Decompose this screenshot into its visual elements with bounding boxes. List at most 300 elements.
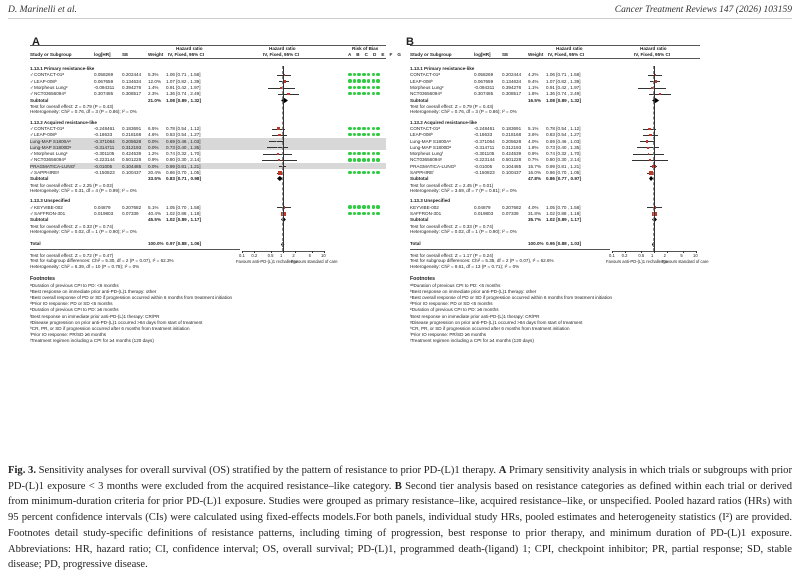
subtotal-ci: 1.08 [0.89 , 1.32]	[166, 97, 201, 103]
study-weight: 1.8%	[528, 91, 539, 97]
study-se: 0.100437	[502, 170, 522, 175]
x-tick-label: 5	[308, 253, 311, 259]
study-weight: 16.0%	[528, 170, 542, 175]
rob-dot	[362, 212, 366, 216]
overall-effect-test: Test for overall effect: Z = 2.45 (P = 0.01)	[410, 182, 494, 188]
check-icon: ✓	[30, 78, 34, 84]
study-loghr: 0.019803	[94, 211, 114, 216]
header-rule	[8, 18, 792, 19]
point-estimate	[277, 127, 280, 130]
study-se: 0.183691	[122, 125, 142, 131]
study-name: CONTACT-01ᵃ	[410, 72, 440, 78]
study-name: SAPPHIREⁱ	[410, 170, 435, 175]
study-name: LEAP-008ᵇ	[410, 78, 433, 84]
check-icon: ✓	[30, 91, 34, 97]
rob-dot	[348, 86, 352, 90]
header-rule-top	[30, 45, 386, 46]
study-ci: 0.78 [0.54 , 1.12]	[546, 125, 581, 131]
study-name: Lung-MAP S1800Aᵉ	[410, 138, 451, 144]
study-loghr: -0.01005	[94, 163, 113, 169]
study-ci: 0.74 [0.32 , 1.70]	[546, 151, 581, 157]
header-loghr: log[HR]	[474, 52, 491, 57]
summary-stat-line: Test for overall effect: Z = 1.17 (P = 0.24)	[410, 252, 494, 258]
rob-dot	[353, 127, 357, 131]
point-estimate	[649, 159, 651, 161]
total-weight: 100.0%	[528, 241, 544, 247]
forest-plot-panel-a	[30, 36, 403, 456]
study-name: LEAP-008ᵇ	[34, 132, 57, 138]
overall-effect-test: Test for overall effect: Z = 0.79 (P = 0.43)	[410, 103, 494, 109]
study-loghr: -0.094311	[474, 84, 495, 90]
subtotal-ci: 1.02 [0.89 , 1.17]	[166, 217, 201, 223]
footnote: ᵃDuration of previous CPI to PD: <6 months	[30, 282, 119, 288]
x-tick-label: 0.5	[267, 253, 274, 259]
study-loghr: -0.371064	[94, 138, 115, 144]
study-ci: 0.80 [0.30 , 2.14]	[546, 157, 581, 163]
caption-b-label: B	[394, 480, 402, 492]
x-tick-mark	[283, 251, 284, 253]
favours-left: Favours anti-PD-(L)1 rechallenge	[236, 258, 298, 264]
study-ci: 1.07 [0.82 , 1.39]	[546, 78, 581, 84]
overall-effect-test: Test for overall effect: Z = 0.79 (P = 0.43)	[30, 103, 114, 109]
heterogeneity: Heterogeneity: Chi² = 0.31, df = 4 (P = 0.99); I² = 0%	[30, 188, 137, 194]
heterogeneity: Heterogeneity: Chi² = 0.02, df = 1 (P = 0.90); I² = 0%	[30, 229, 137, 235]
rob-dot	[376, 212, 380, 216]
rob-dot	[348, 171, 352, 175]
header-rule-bottom	[30, 58, 386, 59]
study-name: CONTACT-01ᵃ	[410, 125, 440, 131]
header-hr-plot2: IV, Fixed, 95% CI	[263, 52, 300, 57]
study-name: Morpheus Lungᶠ	[410, 151, 443, 157]
study-name: Lung-MAP S1800Dᵉ	[410, 144, 452, 150]
rob-dot	[367, 158, 371, 162]
subgroup-title: 1.13.2 Acquired resistance-like	[410, 119, 477, 125]
panel-letter: A	[32, 36, 40, 48]
rob-dot	[367, 205, 371, 209]
study-loghr: -0.248461	[474, 125, 495, 131]
subtotal-label: Subtotal	[30, 97, 49, 103]
rob-dot	[376, 205, 380, 209]
study-name: Morpheus Lungᶜ	[410, 84, 444, 90]
total-rule	[410, 249, 610, 250]
x-tick-mark	[295, 251, 296, 253]
rob-dot	[376, 73, 380, 77]
header-se: SE	[122, 52, 129, 57]
study-name: Morpheus Lungᶜ	[34, 84, 68, 90]
study-se: 0.134634	[122, 78, 142, 84]
study-loghr: -0.248461	[94, 125, 115, 131]
study-loghr: -0.223144	[474, 157, 495, 163]
header-hr-plot: Hazard ratio	[269, 46, 296, 51]
x-tick-label: 2	[663, 253, 666, 259]
study-weight: 12.0%	[148, 78, 162, 84]
panel-letter: B	[406, 36, 414, 48]
study-ci: 1.06 [0.71 , 1.58]	[546, 72, 581, 78]
study-ci: 0.99 [0.81 , 1.21]	[166, 163, 201, 169]
study-name: CONTACT-01ᵃ	[34, 125, 64, 131]
header-hr-text: Hazard ratio	[176, 46, 203, 51]
study-loghr: -0.094311	[94, 84, 115, 90]
header-hr-text: Hazard ratio	[556, 46, 583, 51]
rob-dot	[357, 133, 361, 137]
study-se: 0.100437	[122, 170, 142, 175]
rob-dot	[357, 205, 361, 209]
x-tick-mark	[683, 251, 684, 253]
footnote: ᵃᵇDuration of previous CPI to PD: <6 months	[410, 282, 501, 288]
header-study: Study or Subgroup	[410, 52, 452, 57]
study-se: 0.183691	[502, 125, 522, 131]
rob-dot	[357, 152, 361, 156]
study-ci: 0.83 [0.54 , 1.27]	[166, 132, 201, 138]
subtotal-ci: 0.86 [0.77 , 0.97]	[546, 176, 581, 182]
study-se: 0.104485	[502, 163, 522, 169]
study-ci: 0.69 [0.46 , 1.03]	[546, 138, 581, 144]
rob-dot	[372, 212, 376, 216]
point-estimate	[648, 128, 651, 131]
footnote: ʲTreatment regimen including a CPI for ≥4 months (120 days)	[410, 338, 534, 344]
header-weight: Weight	[148, 52, 164, 57]
caption-fig-label: Fig. 3.	[8, 465, 36, 476]
study-ci: 1.02 [0.88 , 1.18]	[546, 211, 581, 216]
study-name: NCT03656094ᵍ	[410, 157, 442, 163]
header-rule-bottom	[410, 58, 700, 59]
rob-dot	[357, 73, 361, 77]
footnote: ⁱPrior IO response: PR/SD ≥6 months	[410, 332, 487, 338]
footnote: ʰCR, PR, or SD if progression occurred after 6 months from treatment initiation	[30, 325, 190, 331]
header-hr-text2: IV, Fixed, 95% CI	[168, 52, 205, 57]
point-estimate	[277, 153, 279, 155]
rob-dot	[353, 212, 357, 216]
header-risk-of-bias: Risk of Bias	[352, 46, 379, 51]
rob-dot	[362, 133, 366, 137]
rob-dot	[362, 158, 366, 162]
study-ci: 0.78 [0.54 , 1.12]	[166, 125, 201, 131]
favours-right: Favours standard of care	[662, 258, 709, 264]
header-weight: Weight	[528, 52, 544, 57]
x-tick-label: 0.2	[621, 253, 628, 259]
total-ci: 0.97 [0.88 , 1.06]	[166, 241, 201, 247]
study-ci: 1.02 [0.88 , 1.18]	[166, 211, 201, 216]
study-loghr: -0.314711	[94, 144, 115, 150]
rob-dot	[348, 212, 352, 216]
rob-dot	[367, 127, 371, 131]
study-weight: 6.5%	[148, 125, 159, 131]
rob-dot	[348, 92, 352, 96]
subgroup-title: 1.13.2 Acquired resistance-like	[30, 119, 97, 125]
rob-dot	[362, 92, 366, 96]
check-icon: ✓	[30, 157, 34, 163]
excluded-row-shade	[30, 163, 386, 169]
study-ci: 0.86 [0.70 , 1.05]	[546, 170, 581, 175]
summary-stat-line: Heterogeneity: Chi² = 6.39, df = 10 (P = 0.78); I² = 0%	[30, 263, 140, 269]
subtotal-weight: 47.8%	[528, 176, 542, 182]
study-loghr: -0.01005	[474, 163, 493, 169]
summary-stat-line: Heterogeneity: Chi² = 9.61, df = 13 (P = 0.71); I² = 0%	[410, 263, 520, 269]
study-ci: 1.36 [0.74 , 2.49]	[166, 91, 201, 97]
rob-dot	[353, 171, 357, 175]
study-se: 0.501228	[502, 157, 522, 163]
total-label: Total	[410, 241, 421, 247]
x-tick-label: 5	[680, 253, 683, 259]
study-se: 0.501228	[122, 157, 142, 163]
footnote: ᶠBest response on immediate prior anti-PD-(L)1 therapy: CR/PR	[30, 313, 160, 319]
study-loghr: -0.371064	[474, 138, 495, 144]
study-se: 0.394276	[122, 84, 142, 90]
rob-dot	[348, 127, 352, 131]
study-se: 0.312193	[502, 144, 522, 150]
author-header: D. Marinelli et al.	[8, 5, 77, 15]
rob-dot	[376, 133, 380, 137]
x-tick-label: 0.5	[638, 253, 645, 259]
total-weight: 100.0%	[148, 241, 164, 247]
summary-stat-line: Test for subgroup differences: Chi² = 5.35, df = 2 (P = 0.07), I² = 62.6%	[410, 258, 554, 264]
study-se: 0.205628	[122, 138, 142, 144]
study-name: NCT03656094ᵈ	[410, 91, 442, 97]
study-ci: 0.73 [0.40 , 1.35]	[166, 144, 201, 150]
rob-dot	[353, 133, 357, 137]
point-estimate	[278, 134, 280, 136]
favours-left: Favours anti-PD-(L)1 rechallenge	[606, 258, 668, 264]
rob-dot	[376, 92, 380, 96]
study-name: LEAP-008ᵇ	[410, 132, 433, 138]
study-weight: 1.2%	[148, 151, 159, 157]
point-estimate	[659, 93, 661, 95]
subtotal-ci: 1.02 [0.89 , 1.17]	[546, 217, 581, 223]
rob-dot	[376, 79, 380, 83]
rob-dot	[357, 79, 361, 83]
study-se: 0.308517	[502, 91, 522, 97]
footnote: ᵇBest response on immediate prior anti-PD-(L)1 therapy: other	[30, 288, 157, 294]
study-ci: 0.73 [0.40 , 1.35]	[546, 144, 581, 150]
study-ci: 0.91 [0.42 , 1.97]	[166, 84, 201, 90]
check-icon: ✓	[30, 170, 34, 175]
rob-dot	[357, 92, 361, 96]
study-loghr: -0.150823	[474, 170, 495, 175]
rob-dot	[348, 205, 352, 209]
subtotal-label: Subtotal	[410, 176, 429, 182]
rob-dot	[376, 127, 380, 131]
study-weight: 15.7%	[528, 163, 542, 169]
rob-dot	[376, 86, 380, 90]
x-tick-mark	[654, 251, 655, 253]
rob-dot	[353, 86, 357, 90]
study-se: 0.308517	[122, 91, 142, 97]
footnote: ᵍDisease progression on prior anti-PD-(L)1 occurred >84 days from start of treatment	[30, 319, 203, 325]
point-estimate	[647, 147, 649, 149]
rob-dot	[367, 86, 371, 90]
study-name: Morpheus Lungᶜ	[34, 151, 68, 157]
rob-dot	[353, 79, 357, 83]
rob-dot	[353, 152, 357, 156]
study-weight: 0.0%	[148, 163, 159, 169]
subtotal-ci: 1.08 [0.89 , 1.32]	[546, 97, 581, 103]
rob-dot	[357, 212, 361, 216]
rob-dot	[357, 86, 361, 90]
rob-dot	[348, 73, 352, 77]
footnote: ᵍDisease progression on prior anti-PD-(L)1 occurred >84 days from start of treatment	[410, 319, 583, 325]
rob-dot	[353, 205, 357, 209]
header-rob-letters: A B C D E F G	[348, 52, 403, 57]
study-ci: 1.06 [0.71 , 1.58]	[166, 72, 201, 78]
study-weight: 1.8%	[528, 144, 539, 150]
footnote: ᶜBest overall response of PD or SD if progression occurred within 6 months from treatment initiation	[410, 294, 613, 300]
study-weight: 5.1%	[528, 125, 539, 131]
rob-dot	[367, 92, 371, 96]
excluded-row-shade	[30, 138, 386, 144]
rob-dot	[372, 171, 376, 175]
study-ci: 0.69 [0.46 , 1.03]	[166, 138, 201, 144]
rob-dot	[357, 127, 361, 131]
journal-header: Cancer Treatment Reviews 147 (2026) 103159	[614, 5, 792, 15]
study-se: 0.218168	[502, 132, 522, 138]
rob-dot	[372, 158, 376, 162]
x-tick-label: 0.1	[609, 253, 615, 259]
rob-dot	[353, 73, 357, 77]
x-tick-label: 2	[292, 253, 295, 259]
study-se: 0.205628	[502, 138, 522, 144]
overall-effect-test: Test for overall effect: Z = 0.33 (P = 0.74)	[410, 223, 494, 229]
study-weight: 1.1%	[528, 84, 539, 90]
footnote: ᵈPrior IO response: PD or SD <6 months	[410, 301, 493, 307]
study-weight: 0.0%	[148, 138, 159, 144]
subtotal-weight: 35.7%	[528, 217, 542, 223]
study-name: SAFFRON-301	[34, 211, 66, 216]
study-name: NCT03656094ᵈ	[34, 91, 66, 97]
total-ci: 0.95 [0.88 , 1.03]	[546, 241, 581, 247]
heterogeneity: Heterogeneity: Chi² = 0.02, df = 1 (P = 0.90); I² = 0%	[410, 229, 517, 235]
rob-dot	[372, 152, 376, 156]
caption-text-1: Sensitivity analyses for overall survival (OS) stratified by the pattern of resistance to prior PD-(L)1 therapy.	[35, 465, 499, 476]
x-tick-label: 10	[693, 253, 698, 259]
study-ci: 0.91 [0.42 , 1.97]	[546, 84, 581, 90]
study-se: 0.202444	[502, 72, 522, 78]
point-estimate	[648, 153, 650, 155]
figure-caption	[8, 463, 792, 573]
subgroup-title: 1.13.1 Primary resistance-like	[410, 66, 475, 71]
study-ci: 1.07 [0.82 , 1.39]	[166, 78, 201, 84]
study-weight: 2.3%	[148, 91, 159, 97]
study-weight: 4.0%	[528, 204, 539, 210]
rob-dot	[367, 73, 371, 77]
rob-dot	[367, 79, 371, 83]
study-se: 0.207682	[502, 204, 522, 210]
rob-dot	[348, 133, 352, 137]
study-loghr: -0.18633	[474, 132, 493, 138]
x-tick-label: 10	[321, 253, 326, 259]
footnote: ᵇBest response on immediate prior anti-PD-(L)1 therapy: other	[410, 288, 537, 294]
header-rule-top	[410, 45, 700, 46]
study-weight: 0.7%	[528, 157, 539, 163]
check-icon: ✓	[30, 204, 34, 210]
x-tick-label: 1	[280, 253, 283, 259]
rob-dot	[357, 171, 361, 175]
study-ci: 1.05 [0.70 , 1.58]	[546, 204, 581, 210]
study-weight: 0.9%	[148, 157, 159, 163]
footnotes-title: Footnotes	[410, 275, 436, 282]
study-loghr: 0.307485	[94, 91, 114, 97]
rob-dot	[348, 152, 352, 156]
rob-dot	[372, 133, 376, 137]
study-se: 0.218168	[122, 132, 142, 138]
study-ci: 0.99 [0.81 , 1.21]	[546, 163, 581, 169]
overall-effect-test: Test for overall effect: Z = 0.33 (P = 0.74)	[30, 223, 114, 229]
heterogeneity: Heterogeneity: Chi² = 0.76, df = 3 (P = 0.86); I² = 0%	[30, 109, 137, 115]
rob-dot	[362, 127, 366, 131]
study-loghr: 0.019803	[474, 211, 494, 216]
summary-stat-line: Test for overall effect: Z = 0.72 (P = 0.47)	[30, 252, 114, 258]
study-loghr: 0.067659	[94, 78, 114, 84]
overall-effect-test: Test for overall effect: Z = 2.25 (P = 0.02)	[30, 182, 114, 188]
rob-dot	[367, 133, 371, 137]
excluded-row-shade	[30, 144, 386, 150]
header-study: Study or Subgroup	[30, 52, 72, 57]
rob-dot	[372, 79, 376, 83]
heterogeneity: Heterogeneity: Chi² = 0.76, df = 3 (P = 0.86); I² = 0%	[410, 109, 517, 115]
study-weight: 5.1%	[148, 204, 159, 210]
total-rule	[30, 249, 240, 250]
study-ci: 1.36 [0.74 , 2.49]	[546, 91, 581, 97]
study-name: SAPPHIREᵍ	[34, 170, 59, 175]
study-loghr: -0.301105	[94, 151, 115, 157]
study-loghr: -0.150823	[94, 170, 115, 175]
footnote: ᵈPrior IO response: PD or SD <6 months	[30, 301, 113, 307]
study-weight: 20.4%	[148, 170, 162, 175]
footnote: ʲTreatment regimen including a CPI for ≥4 months (120 days)	[30, 338, 154, 344]
study-name: NCT03656094ᵈ	[34, 157, 66, 163]
rob-dot	[362, 171, 366, 175]
study-ci: 0.86 [0.70 , 1.05]	[166, 170, 201, 175]
study-name: SAFFRON-301	[410, 211, 442, 216]
point-estimate	[277, 147, 278, 148]
subgroup-title: 1.13.1 Primary resistance-like	[30, 66, 95, 71]
caption-text-2: Primary sensitivity analysis in which trials or subgroups with prior PD-(L)1 exposure < 3 months were excluded from the acquired resistance–like category.	[8, 465, 792, 492]
caption-text-3: Second tier analysis based on resistance categories as defined within each trial or derived from minimum-duration criteria for prior PD-(L)1 exposure. Studies were grouped as primary resistance–like, acquired resistance–like, or unspecified. Pooled hazard ratios (HRs) with 95 percent confidence intervals (CIs) were calculated using fixed-effects models.For both panels, individual study HRs, pooled estimates and heterogeneity statistics (I²) are provided. Footnotes detail study-specific definitions of resistance patterns, including timing of progression, best response to prior therapy, and minimum duration of PD-(L)1 exposure. Abbreviations: HR, hazard ratio; CI, confidence interval; OS, overall survival; PD-(L)1, programmed death-(ligand) 1; CPI, checkpoint inhibitor; PR, partial response; SD, stable disease; PD, progressive disease.	[8, 480, 792, 571]
subgroup-title: 1.13.3 Unspecified	[30, 198, 71, 204]
check-icon: ✓	[30, 125, 34, 131]
subtotal-weight: 33.5%	[148, 176, 162, 182]
rob-dot	[353, 158, 357, 162]
study-se: 0.202444	[122, 72, 142, 78]
forest-plot-panel-b	[406, 36, 709, 456]
study-loghr: -0.18633	[94, 132, 113, 138]
footnote: ʰCR, PR, or SD if progression occurred after 6 months from treatment initiation	[410, 325, 570, 331]
study-loghr: -0.314711	[474, 144, 495, 150]
rob-dot	[372, 205, 376, 209]
study-weight: 4.6%	[148, 132, 159, 138]
rob-dot	[362, 79, 366, 83]
study-weight: 4.2%	[528, 72, 539, 78]
check-icon: ✓	[30, 151, 34, 157]
subtotal-label: Subtotal	[410, 217, 429, 223]
summary-stat-line: Test for subgroup differences: Chi² = 5.30, df = 2 (P = 0.07), I² = 62.3%	[30, 258, 174, 264]
study-name: Lung-MAP S1800Dᵉ	[30, 144, 72, 150]
x-tick-label: 0.1	[239, 253, 245, 259]
study-weight: 9.4%	[528, 78, 539, 84]
header-hr-plot2: IV, Fixed, 95% CI	[634, 52, 671, 57]
check-icon: ✓	[30, 72, 34, 78]
study-weight: 40.4%	[148, 211, 162, 216]
header-hr-text2: IV, Fixed, 95% CI	[548, 52, 585, 57]
footnote: ᶜBest overall response of PD or SD if progression occurred within 6 months from treatment initiation	[30, 294, 233, 300]
study-loghr: -0.301105	[474, 151, 495, 157]
subtotal-ci: 0.83 [0.71 , 0.98]	[166, 176, 201, 182]
study-loghr: 0.058269	[94, 72, 114, 78]
rob-dot	[376, 152, 380, 156]
study-name: CONTACT-01ᵃ	[34, 72, 64, 78]
study-weight: 3.6%	[528, 132, 539, 138]
rob-dot	[348, 158, 352, 162]
study-name: LEAP-008ᵇ	[34, 78, 57, 84]
